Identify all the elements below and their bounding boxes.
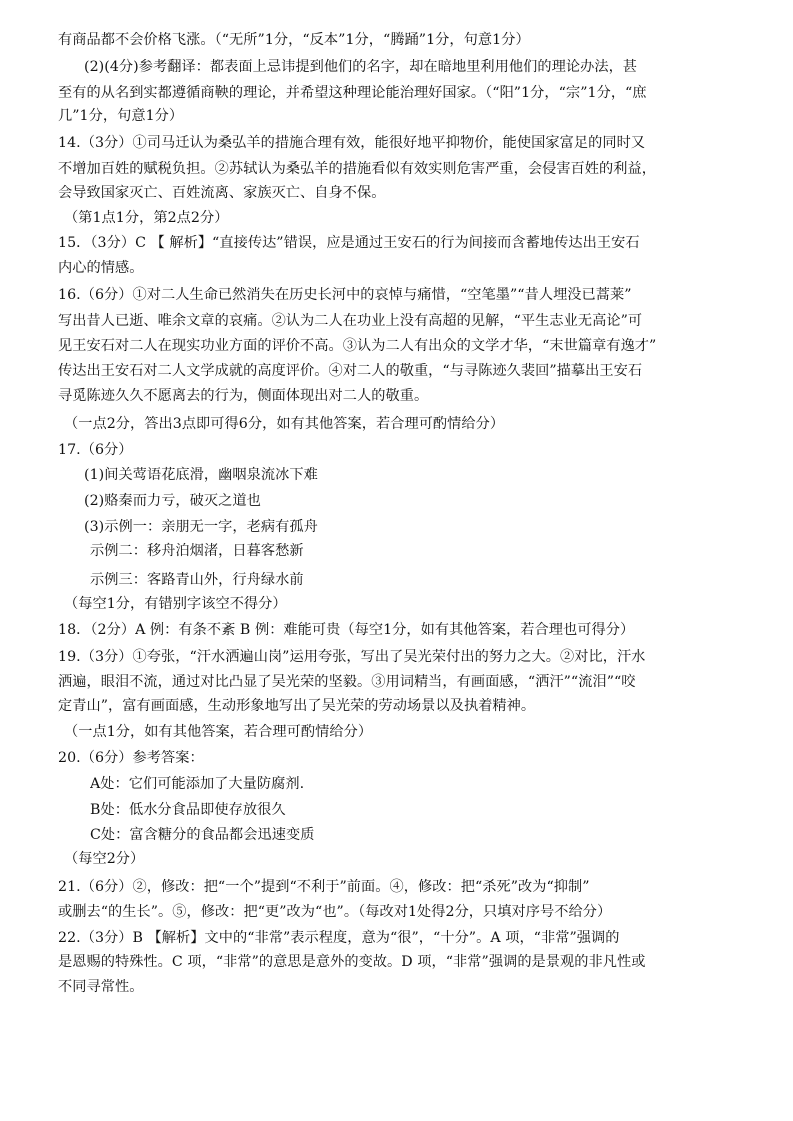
text-line: 几”1分，句意1分） — [58, 108, 184, 124]
text-line: 内心的情感。 — [58, 260, 144, 276]
text-line: B处：低水分食品即使存放很久 — [90, 802, 286, 818]
text-line: 定青山”，富有画面感，生动形象地写出了吴光荣的劳动场景以及执着精神。 — [58, 698, 536, 714]
text-line: 15．（3分）C 【 解析】“直接传达”错误，应是通过王安石的行为间接而含蓄地传达出王安石 — [58, 235, 640, 251]
text-line: 见王安石对二人在现实功业方面的评价不高。③认为二人有出众的文学才华，“末世篇章有逸才” — [58, 338, 657, 354]
text-line: 会导致国家灭亡、百姓流离、家族灭亡、自身不保。 — [58, 185, 386, 201]
text-line: 有商品都不会价格飞涨。（“无所”1分，“反本”1分，“腾踊”1分，句意1分） — [58, 32, 530, 48]
text-line: 17.（6分） — [58, 442, 133, 458]
text-line: 20.（6分）参考答案： — [58, 750, 204, 766]
text-line: 21.（6分）②，修改：把“一个”提到“不利于”前面。④，修改：把“杀死”改为“抑制” — [58, 879, 590, 895]
text-line: （第1点1分，第2点2分） — [64, 210, 229, 226]
text-line: 是恩赐的特殊性。C 项，“非常”的意思是意外的变故。D 项，“非常”强调的是景观的非凡性或 — [58, 954, 646, 970]
text-line: 不增加百姓的赋税负担。②苏轼认为桑弘羊的措施看似有效实则危害严重，会侵害百姓的利益， — [58, 161, 656, 177]
text-line: 示例三：客路青山外，行舟绿水前 — [90, 572, 304, 588]
text-line: （一点1分，如有其他答案，若合理可酌情给分） — [64, 724, 373, 740]
text-line: (1)间关莺语花底滑，幽咽泉流冰下难 — [84, 467, 318, 483]
text-line: 洒遍，眼泪不流，通过对比凸显了吴光荣的坚毅。③用词精当，有画面感，“洒汗”“流泪”“咬 — [58, 674, 636, 690]
text-line: 19.（3分）①夸张，“汗水洒遍山岗”运用夸张，写出了吴光荣付出的努力之大。②对比，汗水 — [58, 649, 646, 665]
text-line: （一点2分，答出3点即可得6分，如有其他答案，若合理可酌情给分） — [64, 416, 505, 432]
text-line: （每空1分，有错别字该空不得分） — [64, 596, 287, 612]
text-line: 寻觅陈迹久久不愿离去的行为，侧面体现出对二人的敬重。 — [58, 388, 429, 404]
text-line: （每空2分） — [64, 851, 145, 867]
text-line: 传达出王安石对二人文学成就的高度评价。④对二人的敬重，“与寻陈迹久裴回”描摹出王安石 — [58, 363, 643, 379]
text-line: 示例二：移舟泊烟渚，日暮客愁新 — [90, 543, 304, 559]
text-line: 18．（2分）A 例：有条不紊 B 例：难能可贵（每空1分，如有其他答案，若合理也可得分） — [58, 622, 635, 638]
text-line: A处：它们可能添加了大量防腐剂. — [90, 776, 305, 792]
text-line: C处：富含糖分的食品都会迅速变质 — [90, 827, 315, 843]
text-line: 或删去“的生长”。⑤，修改：把“更”改为“也”。（每改对1处得2分，只填对序号不给分） — [58, 904, 612, 920]
text-line: 不同寻常性。 — [58, 979, 144, 995]
text-line: (2)(4分)参考翻译：都表面上忌讳提到他们的名字，却在暗地里利用他们的理论办法，甚 — [84, 59, 638, 75]
text-line: 写出昔人已逝、唯余文章的哀痛。②认为二人在功业上没有高超的见解，“平生志业无高论”可 — [58, 313, 643, 329]
text-line: (3)示例一：亲朋无一字，老病有孤舟 — [84, 519, 318, 535]
text-line: (2)赂秦而力亏，破灭之道也 — [84, 493, 261, 509]
text-line: 至有的从名到实都遵循商鞅的理论，并希望这种理论能治理好国家。（“阳”1分，“宗”1分，“庶 — [58, 85, 647, 101]
text-line: 16.（6分）①对二人生命已然消失在历史长河中的哀悼与痛惜，“空笔墨”“昔人埋没已蒿莱” — [58, 287, 632, 303]
text-line: 22.（3分）B 【解析】文中的“非常”表示程度，意为“很”，“十分”。A 项，“非常”强调的 — [58, 930, 620, 946]
text-line: 14.（3分）①司马迁认为桑弘羊的措施合理有效，能很好地平抑物价，能使国家富足的同时又 — [58, 135, 646, 151]
